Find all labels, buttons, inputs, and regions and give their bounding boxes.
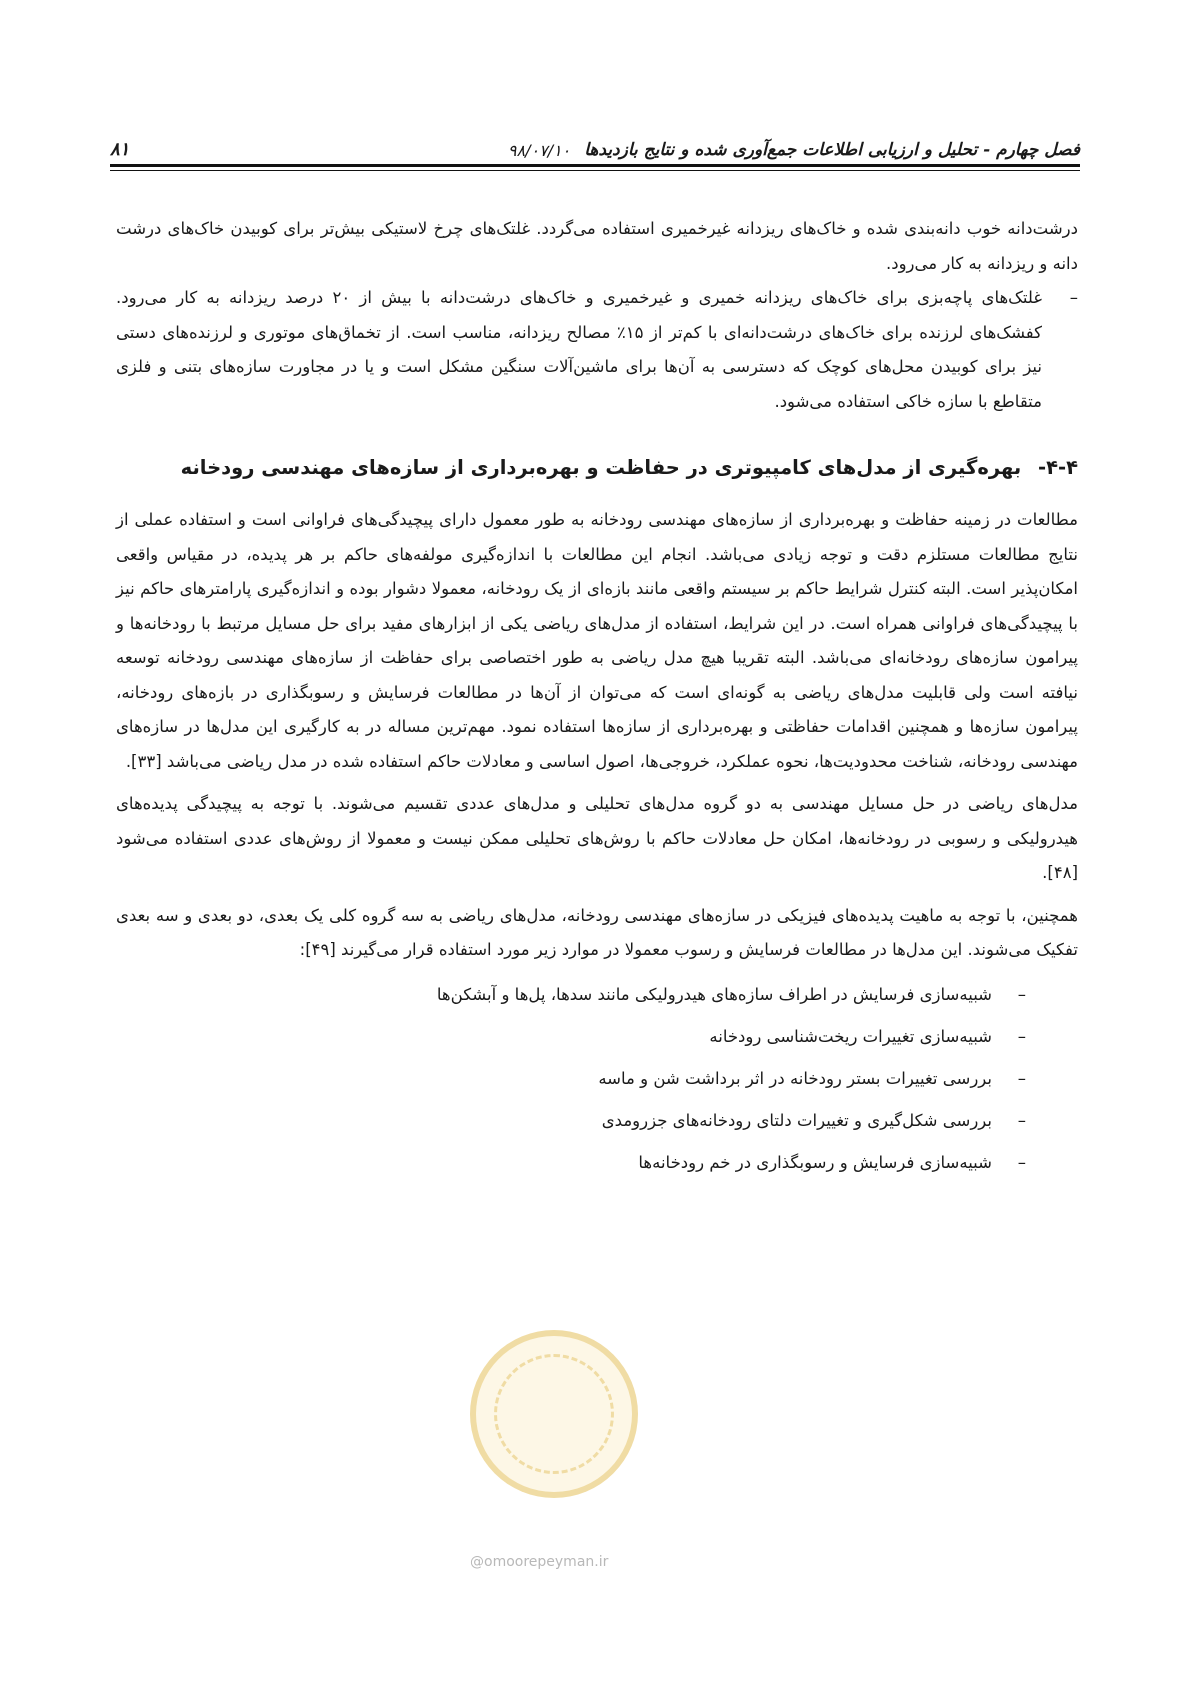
list-item-text: بررسی شکل‌گیری و تغییرات دلتای رودخانه‌های جزرومدی	[601, 1110, 992, 1130]
watermark-url: @omoorepeyman.ir	[470, 1554, 609, 1570]
dash-item-text: غلتک‌های پاچه‌بزی برای خاک‌های ریزدانه خمیری و غیرخمیری و خاک‌های درشت‌دانه با بیش از ۲۰ درصد ریزدانه به کار می‌رود. کفشک‌های لرزنده برای خاک‌های درشت‌دانه‌ای با کم‌تر از ۱۵٪ مصالح ریزدانه، مناسب است. از تخماق‌های موتوری و لرزنده‌های دستی نیز برای کوبیدن محل‌های کوچک که دسترسی به آن‌ها برای ماشین‌آلات سنگین مشکل است و یا در مجاورت سازه‌های بتنی و فلزی متقاطع با سازه خاکی استفاده می‌شود.	[116, 288, 1043, 411]
body-paragraph: همچنین، با توجه به ماهیت پدیده‌های فیزیکی در سازه‌های مهندسی رودخانه، مدل‌های ریاضی به سه گروه کلی یک بعدی، دو بعدی و سه بعدی تفکیک می‌شوند. این مدل‌ها در مطالعات فرسایش و رسوب معمولا در موارد زیر مورد استفاده قرار می‌گیرند [۴۹]:	[116, 905, 1078, 959]
dash-marker: –	[1017, 1110, 1026, 1130]
list-item	[116, 1058, 1078, 1100]
header-rule-thin	[110, 170, 1080, 171]
page-body	[116, 212, 1078, 1184]
header-left-group	[508, 140, 1080, 160]
watermark-seal-inner	[494, 1354, 614, 1474]
list-item	[116, 1142, 1078, 1184]
list-item	[116, 1016, 1078, 1058]
list-item-text: شبیه‌سازی تغییرات ریخت‌شناسی رودخانه	[709, 1026, 992, 1046]
list-item-text: بررسی تغییرات بستر رودخانه در اثر برداشت شن و ماسه	[598, 1068, 992, 1088]
dash-marker: –	[1017, 984, 1026, 1004]
page-number: ۸۱	[110, 139, 130, 160]
continuation-paragraph: درشت‌دانه خوب دانه‌بندی شده و خاک‌های ریزدانه غیرخمیری استفاده می‌گردد. غلتک‌های چرخ لاستیکی بیش‌تر برای کوبیدن خاک‌های درشت دانه و ریزدانه به کار می‌رود.	[116, 219, 1078, 273]
watermark-seal-icon	[470, 1330, 638, 1498]
dash-marker: –	[1069, 288, 1078, 307]
section-title: بهره‌گیری از مدل‌های کامپیوتری در حفاظت و بهره‌برداری از سازه‌های مهندسی رودخانه	[180, 456, 1022, 479]
section-heading	[116, 453, 1078, 483]
header-date: ۹۸/۰۷/۱۰	[507, 141, 571, 160]
list-item	[116, 974, 1078, 1016]
dash-marker: –	[1017, 1068, 1026, 1088]
dash-list-item	[116, 281, 1078, 419]
body-paragraph: مطالعات در زمینه حفاظت و بهره‌برداری از سازه‌های مهندسی رودخانه به طور معمول دارای پیچیدگی‌های فراوانی است و استفاده عملی از نتایج مطالعات مستلزم دقت و توجه زیادی می‌باشد. انجام این مطالعات با اندازه‌گیری مولفه‌های حاکم بر هر پدیده، در مقیاس واقعی امکان‌پذیر است. البته کنترل شرایط حاکم بر سیستم واقعی مانند بازه‌ای از یک رودخانه، معمولا دشوار بوده و اندازه‌گیری پارامترهای حاکم نیز با پیچیدگی‌های فراوانی همراه است. در این شرایط، استفاده از مدل‌های ریاضی یکی از ابزارهای مفید برای حل مسایل مرتبط با رودخانه‌ها و پیرامون سازه‌های رودخانه‌ای می‌باشد. البته تقریبا هیچ مدل ریاضی به طور اختصاصی برای حفاظت از سازه‌های مهندسی رودخانه توسعه نیافته است ولی قابلیت مدل‌های ریاضی به گونه‌ای است که می‌توان از آن‌ها در مطالعات فرسایش و رسوبگذاری در بازه‌های رودخانه، پیرامون سازه‌ها و همچنین اقدامات حفاظتی و بهره‌برداری از سازه‌ها استفاده نمود. مهم‌ترین مساله در به کارگیری این مدل‌ها در سازه‌های مهندسی رودخانه، شناخت محدودیت‌ها، نحوه عملکرد، خروجی‌ها، اصول اساسی و معادلات حاکم استفاده شده در مدل ریاضی می‌باشد [۳۳].	[116, 510, 1078, 771]
bullet-list	[116, 974, 1078, 1184]
list-item-text: شبیه‌سازی فرسایش و رسوبگذاری در خم رودخانه‌ها	[638, 1152, 992, 1172]
list-item	[116, 1100, 1078, 1142]
body-paragraph: مدل‌های ریاضی در حل مسایل مهندسی به دو گروه مدل‌های تحلیلی و مدل‌های عددی تقسیم می‌شوند. با توجه به پیچیدگی پدیده‌های هیدرولیکی و رسوبی در رودخانه‌ها، امکان حل معادلات حاکم با روش‌های تحلیلی ممکن نیست و معمولا از روش‌های عددی استفاده می‌شود [۴۸].	[116, 794, 1078, 882]
section-number: ۴-۴-	[1038, 456, 1078, 479]
dash-marker: –	[1017, 1026, 1026, 1046]
dash-marker: –	[1017, 1152, 1026, 1172]
page-header	[110, 128, 1080, 160]
list-item-text: شبیه‌سازی فرسایش در اطراف سازه‌های هیدرولیکی مانند سدها، پل‌ها و آبشکن‌ها	[436, 984, 992, 1004]
header-rule-thick	[110, 164, 1080, 167]
chapter-title: فصل چهارم - تحلیل و ارزیابی اطلاعات جمع‌آوری شده و نتایج بازدیدها	[584, 140, 1080, 160]
